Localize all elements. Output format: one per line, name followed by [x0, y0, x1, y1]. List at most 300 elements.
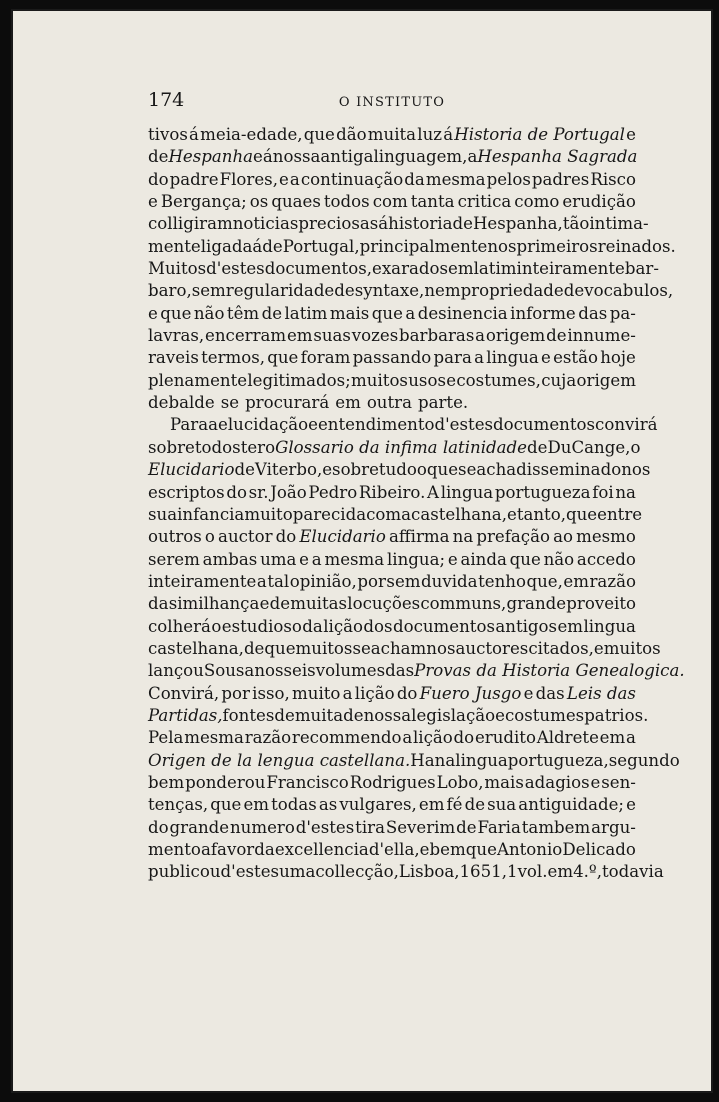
word: á	[443, 125, 454, 144]
word: Rodrigues	[349, 772, 436, 792]
word: que,	[526, 571, 563, 591]
word: da	[302, 616, 323, 636]
text-line	[148, 593, 636, 615]
word: tão	[562, 214, 590, 234]
word: e	[593, 638, 604, 658]
word: sr.	[248, 482, 269, 502]
word: desinencia	[417, 303, 508, 323]
word: as	[318, 795, 338, 815]
word: documentos	[392, 616, 495, 636]
word: d'estes	[220, 862, 280, 882]
word: foram	[300, 348, 351, 368]
word: Cange,	[571, 437, 631, 457]
word: convirá	[595, 415, 658, 435]
book-page	[11, 9, 713, 1093]
word: noticias	[232, 214, 299, 234]
word: á	[262, 147, 273, 167]
word: muitos	[295, 638, 353, 658]
italic-title: Provas da Historia Genealogica.	[414, 661, 685, 681]
word: e	[506, 504, 517, 524]
text-line	[148, 482, 636, 504]
word: e	[447, 549, 458, 569]
word: Lisboa,	[398, 862, 460, 882]
word: do	[148, 817, 169, 837]
word: e	[419, 840, 430, 859]
word: Severim	[385, 817, 456, 837]
text-line	[148, 616, 636, 638]
word: Lobo,	[436, 772, 484, 792]
word: segundo	[608, 750, 680, 770]
word: lingua	[583, 616, 636, 636]
text-line	[148, 258, 659, 280]
word: argu-	[591, 817, 636, 837]
word: com	[366, 504, 402, 524]
running-title: O INSTITUTO	[338, 95, 446, 110]
word: fontes	[222, 705, 275, 725]
word: outra	[366, 393, 412, 413]
word: lingua;	[386, 549, 446, 569]
word: mento	[148, 840, 201, 859]
word: volumes	[315, 661, 386, 681]
word: de	[243, 638, 265, 658]
word: preciosas	[298, 214, 379, 234]
word: na	[434, 750, 456, 770]
text-line	[148, 660, 685, 682]
word: mais	[484, 772, 524, 792]
word: o	[204, 527, 215, 547]
word: Convirá,	[148, 683, 220, 703]
word: portugueza	[494, 482, 591, 502]
word: muita	[294, 705, 344, 725]
word: todos	[323, 192, 370, 212]
word: regularidade	[225, 281, 335, 301]
word: similhança	[168, 594, 260, 614]
word: e	[279, 169, 289, 189]
word: syntaxe,	[354, 281, 425, 301]
word: se	[458, 460, 477, 480]
word: da	[404, 169, 425, 189]
text-line	[148, 861, 664, 883]
word: de	[234, 460, 255, 480]
word: tanta	[410, 192, 455, 212]
word: mesmo	[576, 527, 636, 547]
word: legislação	[411, 705, 496, 725]
text-line	[148, 213, 649, 235]
word: padre	[169, 169, 219, 189]
word: latim	[284, 303, 328, 323]
word: nos	[487, 236, 517, 256]
word: critica	[457, 192, 512, 212]
word: encerram	[205, 326, 287, 346]
word: e	[523, 683, 534, 703]
word: se	[220, 393, 240, 413]
text-line	[148, 526, 636, 548]
word: em	[563, 571, 589, 591]
word: favor	[210, 840, 255, 859]
word: e	[626, 795, 636, 815]
word: de	[261, 303, 283, 323]
word: da	[148, 594, 169, 614]
word: publicou	[148, 862, 221, 882]
word: portugueza,	[507, 750, 609, 770]
word: do	[396, 683, 418, 703]
word: locuções	[347, 594, 421, 614]
word: a	[256, 571, 267, 591]
word: á	[189, 125, 199, 144]
word: e	[541, 348, 551, 368]
text-line	[148, 325, 636, 347]
word: tanto,	[516, 504, 566, 524]
text-line	[148, 169, 636, 191]
word: e	[495, 705, 505, 725]
text-line	[148, 750, 680, 772]
word: 1	[507, 862, 518, 882]
word: que	[426, 460, 459, 480]
word: duvida	[421, 571, 478, 591]
word: plenamente	[148, 370, 248, 390]
word: Risco	[590, 169, 636, 189]
word: Delicado	[562, 840, 636, 859]
word: entre	[597, 504, 643, 524]
word: Sousa	[203, 661, 255, 681]
word: cuja	[541, 370, 577, 390]
word: latim	[473, 259, 517, 279]
word: João	[270, 482, 307, 502]
word: communs,	[420, 594, 507, 614]
word: de	[563, 281, 585, 301]
word: sua	[487, 795, 517, 815]
word: que	[566, 504, 598, 524]
word: innume-	[567, 326, 636, 346]
word: primeiros	[516, 236, 598, 256]
word: da	[254, 840, 275, 859]
italic-title: Partidas,	[148, 705, 223, 725]
word: grande	[169, 817, 230, 837]
text-line	[148, 303, 636, 325]
word: informe	[510, 303, 576, 323]
word: muito	[244, 504, 293, 524]
word: á	[378, 214, 389, 234]
italic-title: Leis das	[566, 683, 636, 703]
word: em	[243, 795, 270, 815]
text-line	[148, 727, 636, 749]
word: Hespanha,	[472, 214, 563, 234]
word: a	[405, 303, 416, 323]
word: e	[259, 594, 270, 614]
word: que	[303, 125, 335, 144]
word: uma	[260, 549, 297, 569]
word: do	[148, 169, 169, 189]
word: Bergança;	[160, 192, 247, 212]
text-line	[148, 347, 636, 369]
word: intima-	[589, 214, 649, 234]
word: disseminado	[516, 460, 622, 480]
word: que	[267, 348, 299, 368]
word: que	[371, 303, 403, 323]
word: parecida	[292, 504, 367, 524]
word: historia	[388, 214, 453, 234]
word: razão	[589, 571, 636, 591]
word: auctores	[455, 638, 529, 658]
word: escriptos	[148, 482, 225, 502]
word: reinados.	[597, 236, 676, 256]
word: adagios	[524, 772, 590, 792]
word: inteiramente	[148, 571, 257, 591]
word: e	[148, 192, 158, 212]
word: em	[557, 616, 584, 636]
word: e	[299, 549, 309, 569]
word: e	[253, 147, 263, 167]
word: a	[208, 415, 219, 435]
text-line	[148, 638, 661, 660]
word: grande	[506, 594, 567, 614]
word: continuação	[300, 169, 404, 189]
page-number: 174	[148, 89, 185, 111]
word: e	[446, 370, 457, 390]
word: nos	[621, 460, 651, 480]
text-line	[148, 124, 636, 146]
word: propriedade	[460, 281, 564, 301]
italic-title: Fuero Jusgo	[419, 683, 522, 703]
word: e	[590, 772, 601, 792]
text-line	[148, 504, 643, 526]
word: inteiramente	[516, 259, 625, 279]
word: Pedro	[308, 482, 358, 502]
word: 1651,	[459, 862, 507, 882]
word: a	[342, 683, 353, 703]
text-line	[148, 437, 641, 459]
word: infancia	[177, 504, 245, 524]
word: Muitos	[148, 259, 207, 279]
word: ligada	[200, 236, 253, 256]
word: castelhana,	[411, 504, 507, 524]
word: origem	[485, 326, 546, 346]
word: colligiram	[148, 214, 233, 234]
text-line	[148, 414, 658, 436]
word: todas	[271, 795, 317, 815]
word: erudição	[562, 192, 636, 212]
word: Portugal,	[282, 236, 360, 256]
word: ao	[553, 527, 573, 547]
word: uma	[279, 862, 316, 882]
text-line	[148, 683, 636, 705]
word: affirma	[388, 527, 450, 547]
word: vulgares,	[339, 795, 417, 815]
word: recommendo	[291, 728, 402, 748]
word: mente	[148, 236, 201, 256]
word: em	[418, 795, 445, 815]
italic-title: Elucidario	[299, 527, 386, 547]
word: de	[148, 147, 169, 167]
word: lavras,	[148, 326, 205, 346]
word: nos	[426, 638, 456, 658]
word: isso,	[252, 683, 290, 703]
word: de	[456, 817, 477, 837]
word: a	[311, 549, 322, 569]
text-line	[148, 191, 636, 213]
italic-title: Hespanha	[168, 147, 254, 167]
text-line	[148, 794, 636, 816]
word: d'ella,	[368, 840, 420, 859]
word: a	[475, 326, 486, 346]
word: costumes,	[456, 370, 541, 390]
word: o	[416, 460, 427, 480]
word: exarados	[372, 259, 449, 279]
word: sem	[191, 281, 226, 301]
word: linguagem,	[373, 147, 468, 167]
word: sua	[148, 504, 178, 524]
word: das	[385, 661, 415, 681]
word: costumes	[504, 705, 585, 725]
word: sen-	[601, 772, 636, 792]
word: baro,	[148, 281, 192, 301]
word: muitas	[290, 594, 348, 614]
word: castelhana,	[148, 638, 244, 658]
word: a	[200, 840, 211, 859]
text-line	[148, 817, 636, 839]
word: em	[599, 728, 626, 748]
word: vocabulos,	[584, 281, 674, 301]
word: d'estes	[434, 415, 494, 435]
word: do	[275, 527, 297, 547]
word: documentos,	[264, 259, 372, 279]
italic-title: Origen de la lengua castellana.	[148, 750, 411, 770]
word: suas	[313, 326, 351, 346]
word: em	[335, 393, 361, 413]
word: de	[464, 795, 486, 815]
word: 4.º,	[573, 862, 602, 882]
word: pelos	[486, 169, 531, 189]
word: principalmente	[359, 236, 488, 256]
word: estudioso	[221, 616, 302, 636]
word: de	[526, 437, 548, 457]
word: nos	[254, 661, 284, 681]
word: padres	[531, 169, 590, 189]
word: dão	[336, 125, 367, 144]
word: erudito	[474, 728, 536, 748]
word: em	[286, 326, 313, 346]
word: serem	[148, 549, 200, 569]
word: ponderou	[185, 772, 266, 792]
body-text	[148, 124, 685, 884]
word: na	[452, 527, 474, 547]
word: bar-	[624, 259, 659, 279]
word: tenho	[478, 571, 526, 591]
word: acha	[476, 460, 517, 480]
word: excellencia	[274, 840, 369, 859]
word: e	[626, 125, 636, 144]
word: de	[274, 705, 295, 725]
word: Ribeiro.	[358, 482, 426, 502]
word: meia-edade,	[200, 125, 303, 144]
word: lição	[412, 728, 453, 748]
word: collecção,	[315, 862, 399, 882]
word: lição	[323, 616, 363, 636]
word: tivos	[148, 125, 188, 144]
word: antiga	[320, 147, 374, 167]
word: auctor	[218, 527, 273, 547]
word: a	[467, 147, 478, 167]
word: origem	[576, 370, 636, 390]
word: a	[289, 169, 300, 189]
word: estão	[553, 348, 598, 368]
word: e	[148, 303, 158, 323]
text-line	[148, 549, 636, 571]
word: Viterbo,	[254, 460, 323, 480]
page-header	[148, 85, 636, 115]
word: d'estes	[206, 259, 265, 279]
word: na	[615, 482, 636, 502]
word: fé	[446, 795, 463, 815]
word: todavia	[602, 862, 664, 882]
word: documentos	[493, 415, 596, 435]
word: de	[343, 705, 364, 725]
word: muitos	[351, 370, 408, 390]
word: de	[546, 326, 567, 346]
word: que	[465, 840, 497, 859]
word: das	[578, 303, 608, 323]
word: bem	[429, 840, 466, 859]
word: ter	[240, 437, 266, 457]
word: á	[252, 236, 263, 256]
word: nem	[424, 281, 461, 301]
word: por	[357, 571, 386, 591]
word: seis	[283, 661, 316, 681]
word: foi	[592, 482, 614, 502]
text-line	[148, 236, 676, 258]
word: tira	[355, 817, 385, 837]
word: antiguidade;	[518, 795, 625, 815]
word: que	[160, 303, 192, 323]
word: numero	[229, 817, 295, 837]
word: e	[322, 460, 333, 480]
word: prefação	[476, 527, 550, 547]
word: elucidação	[218, 415, 309, 435]
word: ambas	[202, 549, 258, 569]
word: usos	[408, 370, 446, 390]
word: debalde	[148, 393, 215, 413]
word: lingua	[440, 482, 494, 502]
word: Flores,	[219, 169, 278, 189]
word: muita	[367, 125, 417, 144]
word: Francisco	[266, 772, 349, 792]
word: nossa	[272, 147, 321, 167]
word: legitimados;	[247, 370, 351, 390]
word: tambem	[521, 817, 591, 837]
text-line	[148, 772, 636, 794]
word: de	[262, 236, 283, 256]
word: que	[264, 638, 296, 658]
word: com	[372, 192, 408, 212]
word: de	[452, 214, 473, 234]
word: sobretudo	[332, 460, 417, 480]
word: tal	[267, 571, 290, 591]
word: em	[547, 862, 574, 882]
text-line	[148, 705, 649, 727]
word: Antonio	[496, 840, 563, 859]
word: Aldrete	[536, 728, 599, 748]
word: a	[474, 348, 485, 368]
word: do	[226, 482, 247, 502]
word: que	[509, 549, 541, 569]
word: o	[265, 437, 276, 457]
word: barbaras	[399, 326, 475, 346]
word: a	[625, 728, 636, 748]
word: colherá	[148, 616, 211, 636]
text-line	[148, 459, 651, 481]
word: A	[427, 482, 440, 502]
word: bem	[148, 772, 185, 792]
